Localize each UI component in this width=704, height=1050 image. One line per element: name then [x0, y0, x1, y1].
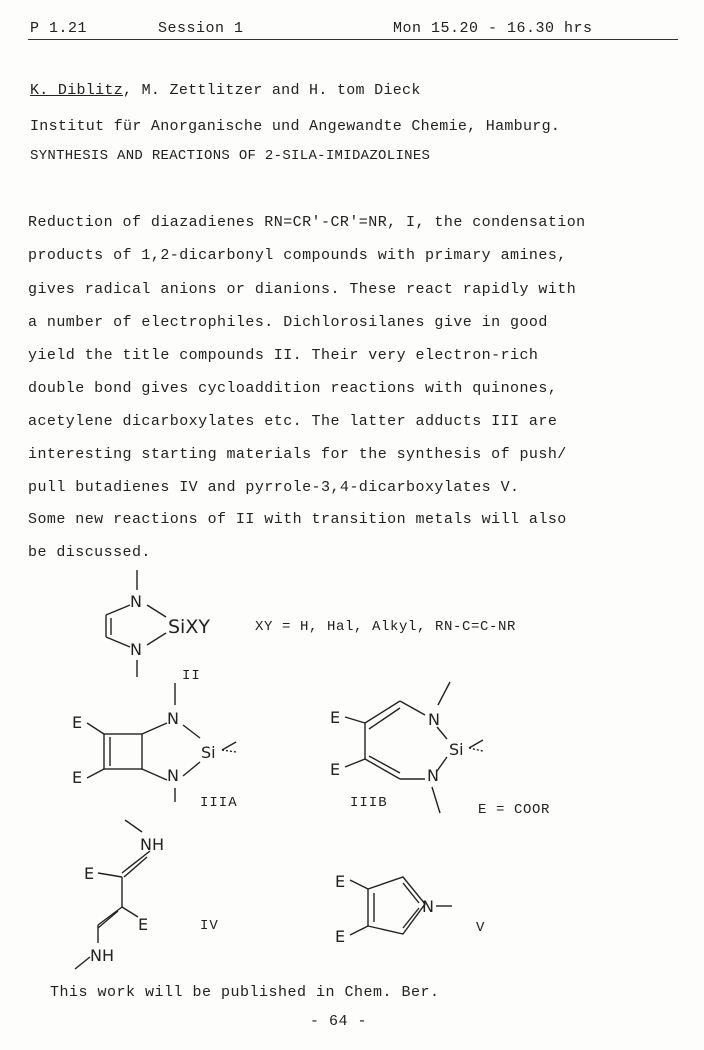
presenting-author: K. Diblitz	[30, 82, 124, 99]
atom-e: E	[84, 864, 95, 883]
atom-si: Si	[201, 743, 216, 762]
atom-sixy: SiXY	[168, 616, 210, 638]
abstract-code: P 1.21	[30, 20, 88, 37]
abstract-line: be discussed.	[28, 544, 151, 561]
label-iiia: IIIA	[200, 795, 238, 811]
atom-e: E	[335, 872, 346, 891]
atom-n: N	[130, 592, 142, 611]
atom-si: Si	[449, 740, 464, 759]
label-iv: IV	[200, 918, 219, 934]
abstract-line: acetylene dicarboxylates etc. The latter adducts III are	[28, 413, 558, 430]
atom-n: N	[427, 766, 439, 785]
atom-e: E	[72, 768, 83, 787]
atom-n: N	[130, 640, 142, 659]
atom-e: E	[330, 708, 341, 727]
session-time: Mon 15.20 - 16.30 hrs	[393, 20, 593, 37]
abstract-line: interesting starting materials for the synthesis of push/	[28, 446, 567, 463]
authors	[30, 82, 421, 99]
abstract-line: yield the title compounds II. Their very electron-rich	[28, 347, 539, 364]
abstract-line: a number of electrophiles. Dichlorosilanes give in good	[28, 314, 548, 331]
atom-e: E	[335, 927, 346, 946]
atom-e: E	[72, 713, 83, 732]
atom-n: N	[422, 897, 434, 916]
page-number: - 64 -	[310, 1013, 368, 1030]
structure-iv	[70, 815, 200, 975]
atom-e: E	[138, 915, 149, 934]
co-authors: , M. Zettlitzer and H. tom Dieck	[123, 82, 421, 99]
atom-nh: NH	[140, 835, 164, 854]
atom-n: N	[428, 710, 440, 729]
abstract-line: Some new reactions of II with transition metals will also	[28, 511, 567, 528]
abstract-line: Reduction of diazadienes RN=CR'-CR'=NR, I, the condensation	[28, 214, 586, 231]
atom-n: N	[167, 709, 179, 728]
structure-ii	[90, 565, 250, 685]
structure-iiia	[70, 680, 260, 810]
publication-note: This work will be published in Chem. Ber.	[50, 984, 440, 1001]
abstract-line: products of 1,2-dicarbonyl compounds with primary amines,	[28, 247, 567, 264]
abstract-line: pull butadienes IV and pyrrole-3,4-dicarboxylates V.	[28, 479, 520, 496]
abstract-line: double bond gives cycloaddition reactions with quinones,	[28, 380, 558, 397]
xy-definition: XY = H, Hal, Alkyl, RN-C=C-NR	[255, 619, 517, 635]
abstract-line: gives radical anions or dianions. These react rapidly with	[28, 281, 577, 298]
atom-n: N	[167, 766, 179, 785]
session-label: Session 1	[158, 20, 244, 37]
atom-e: E	[330, 760, 341, 779]
atom-nh: NH	[90, 946, 114, 965]
label-iiib: IIIB	[350, 795, 388, 811]
institution: Institut für Anorganische und Angewandte Chemie, Hamburg.	[30, 118, 561, 135]
paper-title: SYNTHESIS AND REACTIONS OF 2-SILA-IMIDAZOLINES	[30, 148, 431, 164]
label-ii: II	[182, 668, 201, 684]
e-definition: E = COOR	[478, 802, 551, 818]
header-rule	[28, 39, 678, 40]
label-v: V	[476, 920, 486, 936]
structure-v	[330, 860, 470, 950]
